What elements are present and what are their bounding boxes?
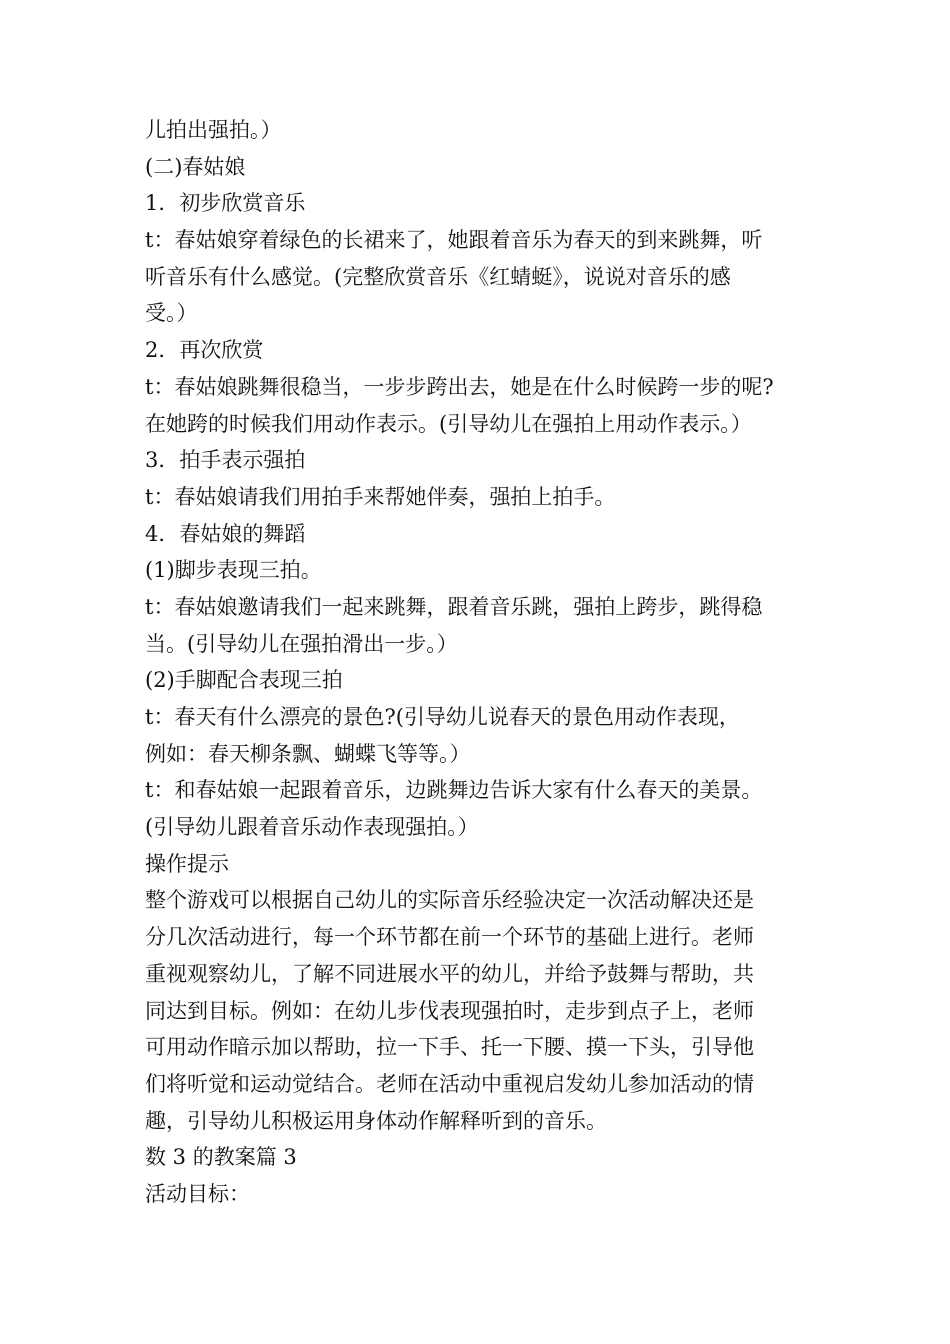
text-line: 同达到目标。例如：在幼儿步伐表现强拍时，走步到点子上，老师	[145, 998, 754, 1023]
step-heading: 3．拍手表示强拍	[145, 448, 306, 473]
text-line: 整个游戏可以根据自己幼儿的实际音乐经验决定一次活动解决还是	[145, 888, 754, 913]
section-heading: (二)春姑娘	[145, 154, 246, 179]
section-heading: 数 3 的教案篇 3	[145, 1145, 297, 1170]
text-line: 们将听觉和运动觉结合。老师在活动中重视启发幼儿参加活动的情	[145, 1071, 754, 1096]
text-line: 重视观察幼儿，了解不同进展水平的幼儿，并给予鼓舞与帮助，共	[145, 961, 754, 986]
text-line: t：春姑娘跳舞很稳当，一步步跨出去，她是在什么时候跨一步的呢?	[145, 374, 774, 399]
text-line: t：和春姑娘一起跟着音乐，边跳舞边告诉大家有什么春天的美景。	[145, 778, 763, 803]
text-line: 例如：春天柳条飘、蝴蝶飞等等。）	[145, 741, 471, 766]
text-line: t：春姑娘请我们用拍手来帮她伴奏，强拍上拍手。	[145, 484, 616, 509]
text-line: 听音乐有什么感觉。(完整欣赏音乐《红蜻蜓》，说说对音乐的感	[145, 264, 731, 289]
sub-step-heading: (2)手脚配合表现三拍	[145, 668, 343, 693]
section-heading: 操作提示	[145, 851, 229, 876]
step-heading: 2．再次欣赏	[145, 338, 264, 363]
section-heading: 活动目标：	[145, 1181, 250, 1206]
text-line: 在她跨的时候我们用动作表示。(引导幼儿在强拍上用动作表示。）	[145, 411, 752, 436]
text-line: (引导幼儿跟着音乐动作表现强拍。）	[145, 815, 479, 840]
document-body	[145, 112, 825, 1213]
text-line: 受。）	[145, 301, 198, 326]
sub-step-heading: (1)脚步表现三拍。	[145, 558, 322, 583]
text-line: 分几次活动进行，每一个环节都在前一个环节的基础上进行。老师	[145, 925, 754, 950]
text-line: 趣，引导幼儿积极运用身体动作解释听到的音乐。	[145, 1108, 607, 1133]
text-line: 可用动作暗示加以帮助，拉一下手、托一下腰、摸一下头，引导他	[145, 1035, 754, 1060]
text-line: t：春天有什么漂亮的景色?(引导幼儿说春天的景色用动作表现，	[145, 705, 740, 729]
text-line: 当。(引导幼儿在强拍滑出一步。）	[145, 631, 458, 656]
text-line: t：春姑娘邀请我们一起来跳舞，跟着音乐跳，强拍上跨步，跳得稳	[145, 594, 763, 619]
step-heading: 4．春姑娘的舞蹈	[145, 521, 306, 546]
text-line: t：春姑娘穿着绿色的长裙来了，她跟着音乐为春天的到来跳舞，听	[145, 228, 763, 253]
step-heading: 1．初步欣赏音乐	[145, 191, 306, 216]
text-line: 儿拍出强拍。）	[145, 118, 282, 142]
